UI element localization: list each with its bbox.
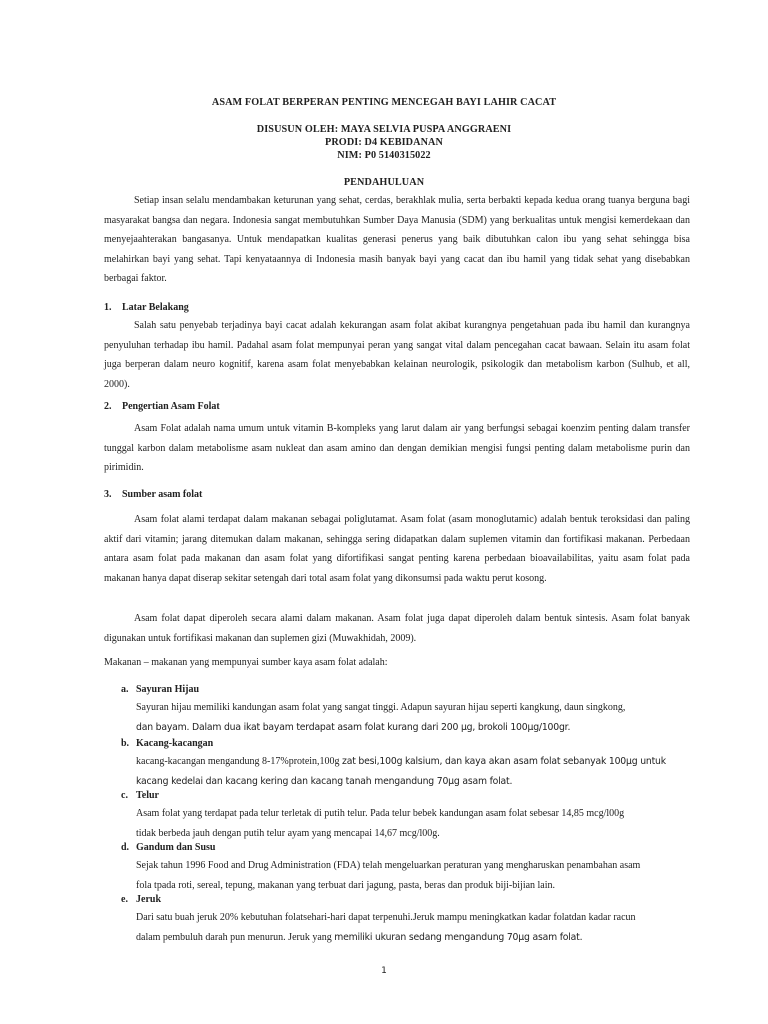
section-title: Latar Belakang [122,302,189,313]
intro-paragraph: Setiap insan selalu mendambakan keturunan yang sehat, cerdas, berakhlak mulia, serta berbakti kepada kedua orang tuanya berguna bagi masyarakat bangsa dan negara. Indonesia sangat membutuhkan Sumber Daya Manusia (SDM) yang berkualitas untuk mengisi kemerdekaan dan menyejaahterakan bangasanya. Untuk mendapatkan kualitas generasi penerus yang baik dibutuhkan calon ibu yang sehat sehingga bisa melahirkan bayi yang sehat. Tapi kenyataannya di Indonesia masih banyak bayi yang cacat dan ibu hamil yang tidak sehat yang disebabkan berbagai faktor. [104,195,690,285]
page-number: 1 [381,966,387,976]
food-line: fola tpada roti, sereal, tepung, makanan yang terbuat dari jagung, pasta, beras dan produk biji-bijian lain. [136,879,556,891]
list-label: c. [121,790,128,801]
food-text-jeruk [136,908,696,947]
food-heading-sayuran [121,684,199,695]
food-text-kacang [136,752,696,791]
food-line-part: zat besi,100g kalsium, dan kaya akan asam folat sebanyak 100μg untuk [342,756,666,767]
food-text-telur [136,804,696,843]
section-heading-pengertian [104,401,220,412]
section-number: 2. [104,401,112,412]
food-line-part: dalam pembuluh darah pun menurun. Jeruk yang [136,931,335,943]
food-heading-jeruk [121,894,161,905]
list-label: a. [121,684,129,695]
food-intro: Makanan – makanan yang mempunyai sumber kaya asam folat adalah: [104,657,388,668]
section-title: Pengertian Asam Folat [122,401,220,412]
section-paragraph-sumber-1: Asam folat alami terdapat dalam makanan sebagai poliglutamat. Asam folat (asam monoglutamic) adalah bentuk teroksidasi dan paling aktif dari vitamin; jarang ditemukan dalam makanan, sehingga sering didapatkan dalam suplemen vitamin dan fortifikasi makanan. Perbedaan antara asam folat pada makanan dan asam folat yang difortifikasi sangat penting karena perbedaan bioavailabilitas, yaitu asam folat pada makanan hanya dapat diserap sekitar setengah dari total asam folat yang dikonsumsi pada waktu perut kosong. [104,514,690,584]
food-line: tidak berbeda jauh dengan putih telur ayam yang mencapai 14,67 mcg/l00g. [136,827,440,839]
section-heading-latar-belakang [104,302,189,313]
section-heading-sumber [104,489,202,500]
food-heading-telur [121,790,159,801]
food-heading-gandum [121,842,216,853]
section-paragraph-pengertian: Asam Folat adalah nama umum untuk vitamin B-kompleks yang larut dalam air yang berfungsi sebagai koenzim penting dalam transfer tunggal karbon dalam metabolisme asam nukleat dan asam amino dan dengan demikian mengisi fungsi penting dalam metabolisme purin dan pirimidin. [104,423,690,474]
prodi-line: PRODI: D4 KEBIDANAN [325,137,443,148]
food-line: Asam folat yang terdapat pada telur terletak di putih telur. Pada telur bebek kandungan asam folat sebesar 14,85 mcg/l00g [136,808,625,819]
food-line: dan bayam. Dalam dua ikat bayam terdapat asam folat kurang dari 200 μg, brokoli 100μg/100gr. [136,721,571,733]
section-paragraph-sumber-2: Asam folat dapat diperoleh secara alami dalam makanan. Asam folat juga dapat diperoleh dalam bentuk sintesis. Asam folat banyak digunakan untuk fortifikasi makanan dan suplemen gizi (Muwakhidah, 2009). [104,613,690,644]
list-label: b. [121,738,130,749]
food-text-sayuran [136,698,696,737]
section-number: 3. [104,489,112,500]
food-title: Jeruk [136,894,161,905]
food-text-gandum [136,856,696,895]
food-line: kacang kedelai dan kacang kering dan kacang tanah mengandung 70μg asam folat. [136,775,513,787]
food-line [136,928,696,948]
section-title: Sumber asam folat [122,489,203,500]
food-line [136,752,696,772]
list-label: e. [121,894,128,905]
section-paragraph-latar-belakang: Salah satu penyebab terjadinya bayi cacat adalah kekurangan asam folat akibat kurangnya pengetahuan pada ibu hamil dan kurangnya penyuluhan terhadap ibu hamil. Padahal asam folat mempunyai peran yang sangat vital dalam pencegahan cacat bawaan. Selain itu asam folat juga berperan dalam neuro kognitif, karena asam folat menyebabkan kelainan neurologik, psikologik dan metabolism karbon (Sulhub, et all, 2000). [104,320,690,390]
food-title: Sayuran Hijau [136,684,200,695]
document-title: ASAM FOLAT BERPERAN PENTING MENCEGAH BAYI LAHIR CACAT [211,97,557,108]
nim-line: NIM: P0 5140315022 [337,150,431,161]
food-title: Telur [136,790,159,801]
food-title: Gandum dan Susu [136,842,216,853]
intro-heading: PENDAHULUAN [343,177,425,188]
food-line: Sejak tahun 1996 Food and Drug Administration (FDA) telah mengeluarkan peraturan yang mengharuskan penambahan asam [136,860,641,871]
food-title: Kacang-kacangan [136,738,214,749]
food-line-part: kacang-kacangan mengandung 8-17%protein,100g [136,756,343,767]
food-line: Sayuran hijau memiliki kandungan asam folat yang sangat tinggi. Adapun sayuran hijau seperti kangkung, daun singkong, [136,702,626,713]
section-number: 1. [104,302,112,313]
food-line: Dari satu buah jeruk 20% kebutuhan folatsehari-hari dapat terpenuhi.Jeruk mampu meningkatkan kadar folatdan kadar racun [136,912,636,923]
food-heading-kacang [121,738,213,749]
list-label: d. [121,842,130,853]
food-line-part: memiliki ukuran sedang mengandung 70μg asam folat. [334,931,583,943]
author-line: DISUSUN OLEH: MAYA SELVIA PUSPA ANGGRAENI [256,124,512,135]
